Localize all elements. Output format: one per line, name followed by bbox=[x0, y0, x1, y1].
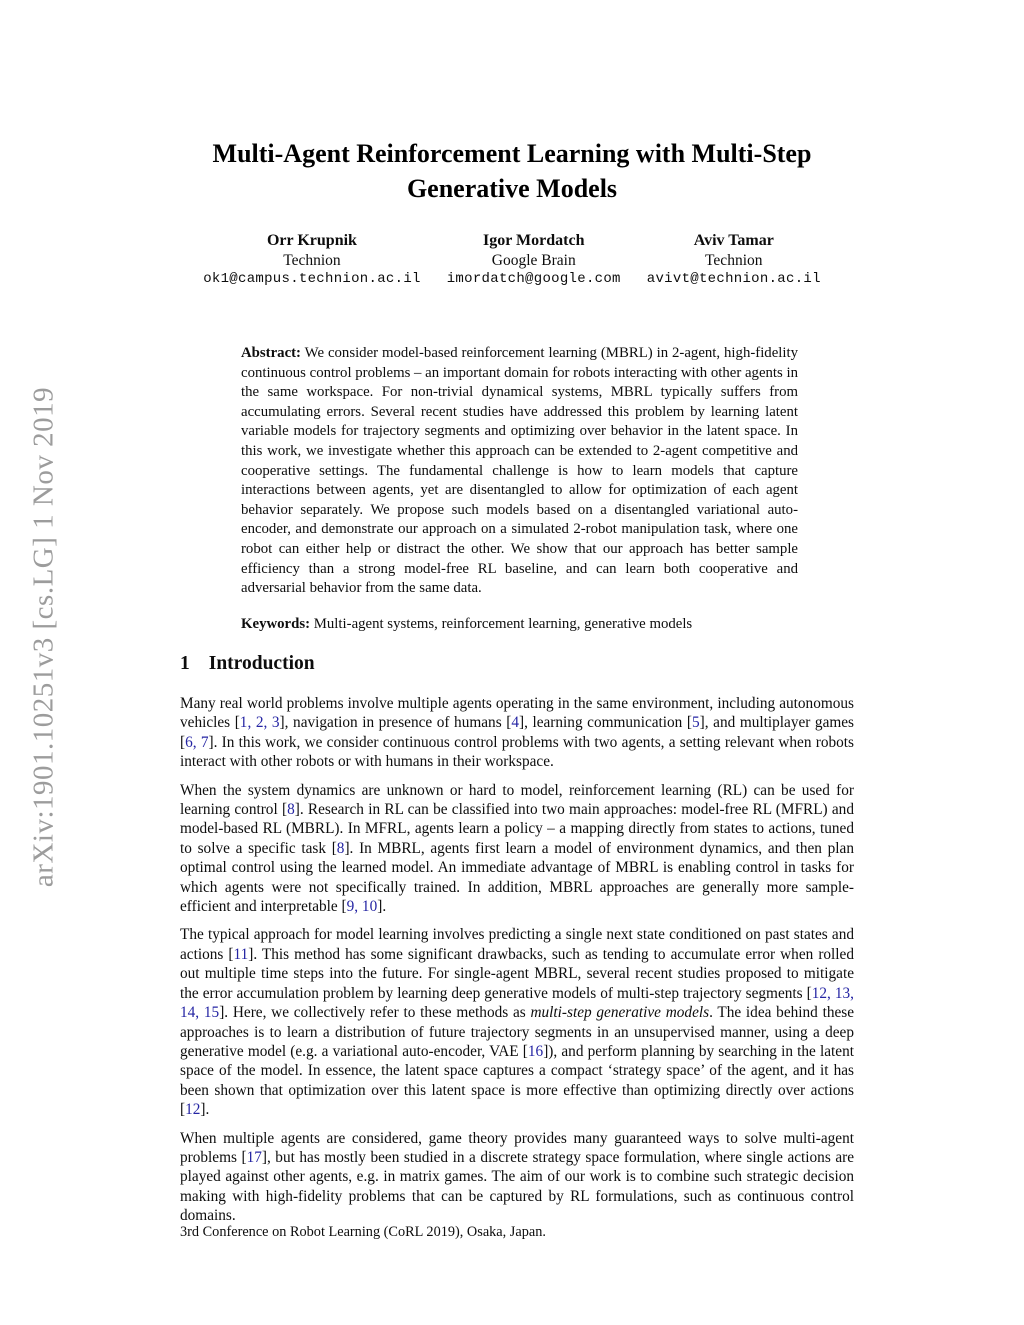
author-name: Aviv Tamar bbox=[693, 232, 774, 249]
keywords-text: Multi-agent systems, reinforcement learning, generative models bbox=[313, 616, 693, 632]
author-email: avivt@technion.ac.il bbox=[646, 271, 821, 287]
citation-link[interactable]: 1, 2, 3 bbox=[239, 714, 280, 732]
section-number: 1 bbox=[180, 653, 190, 674]
body-text: ]. Research in RL can be classified into two main approaches: model-free RL (MFRL) and model-based RL (MBRL). In MFRL, agents learn a policy – a mapping directly from states to actions, tuned to solve a specific task [ bbox=[180, 801, 854, 857]
author-email: imordatch@google.com bbox=[446, 271, 621, 287]
author-2 bbox=[447, 231, 621, 290]
author-name: Igor Mordatch bbox=[483, 232, 585, 249]
body-text: Many real world problems involve multiple agents operating in the same environment, including autonomous vehicles [ bbox=[180, 695, 854, 732]
emphasis-text: multi-step generative models bbox=[530, 1004, 710, 1022]
body-text: ]. bbox=[200, 1101, 210, 1119]
paper-title bbox=[0, 136, 1024, 206]
author-email: ok1@campus.technion.ac.il bbox=[203, 271, 421, 287]
body-text: ], and multiplayer games [ bbox=[180, 714, 855, 751]
body-text: ]. bbox=[377, 898, 387, 916]
citation-link[interactable]: 12, 13, 14, 15 bbox=[180, 984, 854, 1022]
body-text: ]. Here, we collectively refer to these methods as bbox=[219, 1004, 531, 1022]
body-text: . The idea behind these approaches is to learn a distribution of future trajectory segments in an unsupervised manner, using a deep generative model (e.g. a variational auto-encoder, VAE [ bbox=[180, 1004, 854, 1060]
citation-link[interactable]: 6, 7 bbox=[185, 733, 209, 751]
abstract-text: We consider model-based reinforcement learning (MBRL) in 2-agent, high-fidelity continuous control problems – an important domain for robots interacting with other agents in the same workspace. For non-trivial dynamical systems, MBRL typically suffers from accumulating errors. Several recent studies have addressed this problem by learning latent variable models for trajectory segments and optimizing over behavior in the latent space. In this work, we investigate whether this approach can be extended to 2-agent competitive and cooperative settings. The fundamental challenge is how to learn models that capture interactions between agents, yet are disentangled to allow for optimization of each agent behavior separately. We propose such models based on a disentangled variational auto-encoder, and demonstrate our approach on a simulated 2-robot manipulation task, where one robot can either help or distract the other. We show that our approach has better sample efficiency than a strong model-free RL baseline, and can learn both cooperative and adversarial behavior from the same data. bbox=[241, 345, 799, 597]
citation-link[interactable]: 11 bbox=[233, 945, 249, 963]
author-affiliation: Technion bbox=[283, 251, 341, 269]
body-text: ], learning communication [ bbox=[518, 714, 693, 732]
author-3 bbox=[647, 231, 821, 290]
body-text: ]. This method has some significant drawbacks, such as tending to accumulate error when rolled out multiple time steps into the future. For single-agent MBRL, several recent studies proposed to mitigate the error accumulation problem by learning deep generative models of multi-step trajectory segments [ bbox=[180, 945, 854, 1002]
body-text: ]), and perform planning by searching in the latent space of the model. In essence, the latent space captures a compact ‘strategy space’ of the agent, and it has been shown that optimization over this latent space is more effective than optimizing directly over actions [ bbox=[180, 1042, 854, 1119]
author-name: Orr Krupnik bbox=[266, 232, 357, 249]
citation-link[interactable]: 17 bbox=[246, 1148, 262, 1166]
body-text: ]. In this work, we consider continuous control problems with two agents, a setting relevant when robots interact with other robots or with humans in their workspace. bbox=[180, 733, 854, 771]
body-text: When the system dynamics are unknown or hard to model, reinforcement learning (RL) can be used for learning control [ bbox=[180, 781, 854, 819]
author-affiliation: Technion bbox=[705, 251, 763, 269]
body-text: The typical approach for model learning involves predicting a single next state conditioned on past states and actions [ bbox=[180, 926, 854, 963]
paper-title-line2: Generative Models bbox=[406, 174, 618, 203]
citation-link[interactable]: 8 bbox=[336, 839, 345, 857]
citation-link[interactable]: 16 bbox=[527, 1042, 544, 1060]
abstract-section bbox=[241, 344, 798, 599]
author-block bbox=[0, 231, 1024, 290]
keywords-line bbox=[241, 615, 798, 635]
conference-footnote: 3rd Conference on Robot Learning (CoRL 2019), Osaka, Japan. bbox=[180, 1224, 546, 1240]
author-affiliation: Google Brain bbox=[491, 251, 576, 269]
body-text: ], but has mostly been studied in a discrete strategy space formulation, where single actions are played against other agents, e.g. in matrix games. The aim of our work is to combine such strategic decision making with high-fidelity problems that can be captured by RL formulations, such as continuous control domains. bbox=[180, 1148, 854, 1225]
body-text: ], navigation in presence of humans [ bbox=[279, 714, 512, 732]
citation-link[interactable]: 5 bbox=[692, 714, 700, 732]
paragraph bbox=[180, 694, 854, 772]
paragraph bbox=[180, 781, 854, 917]
keywords-label: Keywords: bbox=[241, 616, 311, 632]
arxiv-watermark: arXiv:1901.10251v3 [cs.LG] 1 Nov 2019 bbox=[27, 386, 60, 888]
abstract-label: Abstract: bbox=[241, 345, 301, 361]
section-title: Introduction bbox=[208, 653, 315, 674]
citation-link[interactable]: 9, 10 bbox=[346, 898, 378, 916]
section-heading-introduction bbox=[180, 653, 315, 675]
citation-link[interactable]: 8 bbox=[287, 801, 295, 819]
author-1 bbox=[203, 231, 421, 290]
body-text: ]. In MBRL, agents first learn a model of environment dynamics, and then plan optimal control using the learned model. An immediate advantage of MBRL is enabling control in tasks for which agents were not specifically trained. In addition, MBRL approaches are generally more sample-efficient and interpretable [ bbox=[180, 839, 854, 916]
paper-title-line1: Multi-Agent Reinforcement Learning with Multi-Step bbox=[212, 139, 812, 168]
paragraph bbox=[180, 1129, 854, 1226]
citation-link[interactable]: 4 bbox=[511, 714, 519, 732]
body-text: When multiple agents are considered, game theory provides many guaranteed ways to solve multi-agent problems [ bbox=[180, 1129, 854, 1166]
introduction-body bbox=[180, 694, 854, 1235]
citation-link[interactable]: 12 bbox=[185, 1101, 201, 1119]
paragraph bbox=[180, 925, 854, 1119]
